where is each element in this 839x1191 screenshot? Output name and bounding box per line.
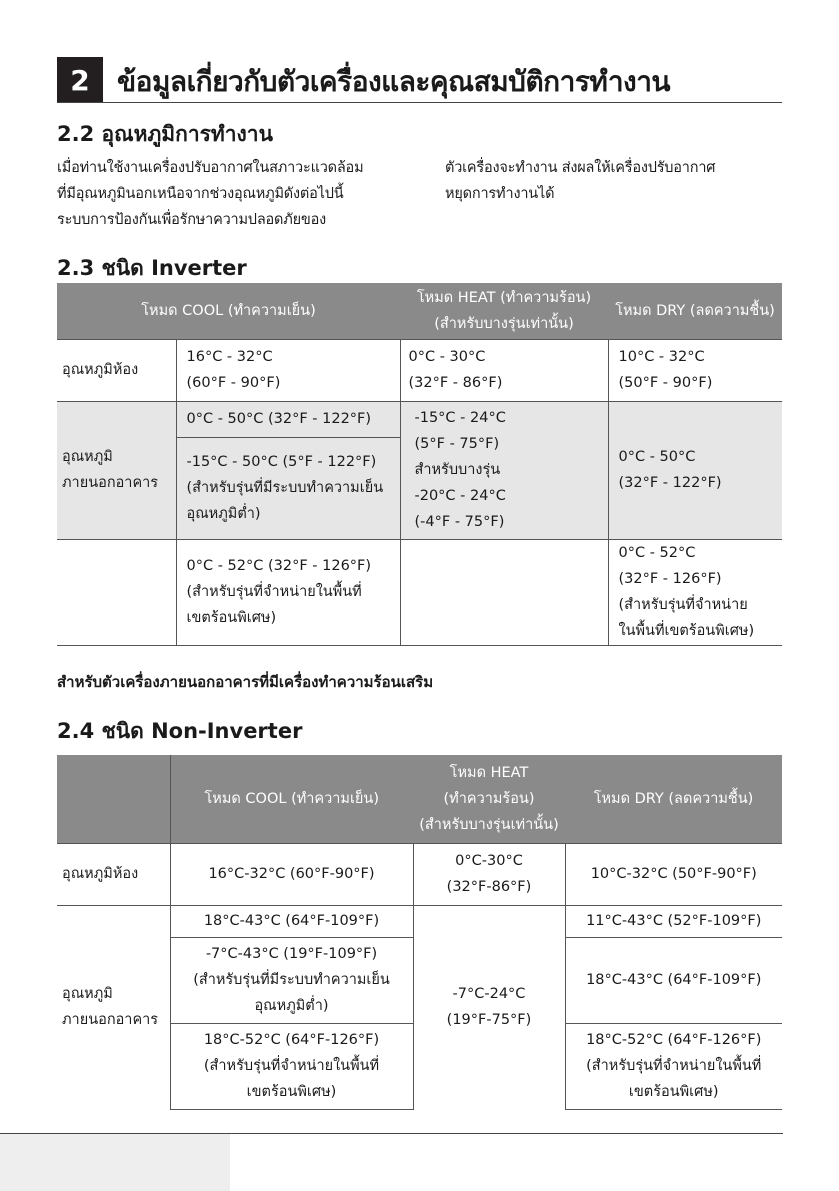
cell-dry-outdoor-a: 11°C-43°C (52°F-109°F) (565, 905, 782, 937)
cell-heat-outdoor (400, 401, 608, 539)
cell-dry-room (608, 339, 782, 401)
header-text: (สำหรับบางรุ่นเท่านั้น) (434, 315, 574, 332)
text-line: ตัวเครื่องจะทำงาน ส่งผลให้เครื่องปรับอากาศ (445, 160, 716, 176)
cell-cool-outdoor-b (176, 437, 400, 539)
table-row (57, 401, 782, 437)
cell-text: (สำหรับรุ่นที่มีระบบทำความเย็น (186, 480, 384, 496)
cell-dry-outdoor-b: 18°C-43°C (64°F-109°F) (565, 937, 782, 1023)
non-inverter-temperature-table (57, 755, 782, 1110)
table-row (57, 539, 782, 645)
cell-text: 0°C - 52°C (32°F - 126°F) (186, 558, 372, 574)
cell-text: อุณหภูมิต่ำ) (186, 506, 261, 522)
header-text: (สำหรับบางรุ่นเท่านั้น) (419, 816, 559, 833)
table-header-row (57, 283, 782, 339)
cell-text: 18°C-52°C (64°F-126°F) (586, 1032, 762, 1048)
header-dry: โหมด DRY (ลดความชื้น) (565, 755, 782, 843)
header-text: โหมด HEAT (449, 764, 529, 781)
chapter-title: ข้อมูลเกี่ยวกับตัวเครื่องและคุณสมบัติการทำงาน (117, 65, 671, 98)
inverter-temperature-table (57, 283, 782, 646)
cell-text: (สำหรับรุ่นที่มีระบบทำความเย็น (193, 972, 390, 988)
table-header-row (57, 755, 782, 843)
text-line: เมื่อท่านใช้งานเครื่องปรับอากาศในสภาวะแวดล้อม (57, 160, 364, 176)
cell-text: อุณหภูมิ (62, 986, 113, 1003)
cell-heat-empty (400, 539, 608, 645)
cell-text: เขตร้อนพิเศษ) (246, 1084, 337, 1100)
table-row (57, 339, 782, 401)
row-label-room: อุณหภูมิห้อง (57, 339, 176, 401)
cell-text: -7°C-24°C (452, 986, 526, 1003)
cell-text: -15°C - 24°C (414, 410, 506, 426)
cell-text: (32°F - 86°F) (408, 375, 503, 391)
cell-text: 18°C-52°C (64°F-126°F) (203, 1032, 380, 1048)
cell-text: (19°F-75°F) (446, 1012, 532, 1029)
cell-text: -15°C - 50°C (5°F - 122°F) (186, 454, 377, 470)
cell-text: 0°C - 52°C (618, 545, 696, 561)
cell-heat-room (400, 339, 608, 401)
cell-text: อุณหภูมิ (62, 449, 113, 465)
cell-text: (32°F-86°F) (446, 879, 532, 895)
header-empty (57, 755, 170, 843)
intro-paragraph-left (57, 155, 417, 233)
cell-text: (สำหรับรุ่นที่จำหน่ายในพื้นที่ (586, 1058, 762, 1074)
row-label-empty (57, 539, 176, 645)
cell-text: (สำหรับรุ่นที่จำหน่ายในพื้นที่ (186, 584, 362, 600)
cell-dry-outdoor (608, 401, 782, 539)
cell-text: 0°C-30°C (455, 853, 523, 869)
cell-cool-room: 16°C-32°C (60°F-90°F) (170, 843, 413, 905)
cell-cool-tropical (176, 539, 400, 645)
cell-cool-outdoor-a: 0°C - 50°C (32°F - 122°F) (176, 401, 400, 437)
cell-text: ภายนอกอาคาร (62, 1012, 159, 1029)
cell-dry-tropical (608, 539, 782, 645)
cell-text: (60°F - 90°F) (186, 375, 281, 391)
cell-text: (32°F - 126°F) (618, 571, 722, 587)
cell-text: -20°C - 24°C (414, 488, 506, 504)
cell-cool-outdoor-a: 18°C-43°C (64°F-109°F) (170, 905, 413, 937)
header-text: โหมด HEAT (ทำความร้อน) (416, 289, 592, 306)
text-line: หยุดการทำงานได้ (445, 186, 555, 202)
cell-text: (50°F - 90°F) (618, 375, 713, 391)
chapter-header (57, 57, 782, 103)
header-cool: โหมด COOL (ทำความเย็น) (170, 755, 413, 843)
footer-panel (0, 1134, 230, 1191)
header-cool: โหมด COOL (ทำความเย็น) (57, 283, 400, 339)
section-heading-2-3: 2.3 ชนิด Inverter (57, 256, 247, 280)
table-row (57, 905, 782, 937)
text-line: ระบบการป้องกันเพื่อรักษาความปลอดภัยของ (57, 212, 326, 228)
cell-heat-outdoor (413, 905, 565, 1109)
cell-text: (32°F - 122°F) (618, 475, 722, 491)
cell-text: ในพื้นที่เขตร้อนพิเศษ) (618, 623, 755, 639)
cell-text: 16°C - 32°C (186, 349, 273, 365)
cell-cool-outdoor-c (170, 1023, 413, 1109)
text-line: ที่มีอุณหภูมินอกเหนือจากช่วงอุณหภูมิดังต่อไปนี้ (57, 186, 344, 202)
intro-paragraph-right (445, 155, 785, 207)
cell-text: 0°C - 50°C (618, 449, 696, 465)
cell-cool-room (176, 339, 400, 401)
chapter-divider (57, 102, 782, 103)
cell-heat-room (413, 843, 565, 905)
section-heading-2-2: 2.2 อุณหภูมิการทำงาน (57, 122, 273, 146)
auxiliary-heater-note: สำหรับตัวเครื่องภายนอกอาคารที่มีเครื่องทำความร้อนเสริม (57, 673, 434, 691)
header-text: (ทำความร้อน) (443, 790, 535, 807)
cell-text: 0°C - 30°C (408, 349, 486, 365)
section-heading-2-4: 2.4 ชนิด Non-Inverter (57, 719, 303, 743)
cell-text: อุณหภูมิต่ำ) (254, 998, 329, 1014)
cell-text: (สำหรับรุ่นที่จำหน่ายในพื้นที่ (203, 1058, 380, 1074)
cell-text: -7°C-43°C (19°F-109°F) (205, 946, 378, 962)
row-label-outdoor (57, 401, 176, 539)
header-heat (400, 283, 608, 339)
chapter-number: 2 (57, 57, 103, 103)
cell-dry-outdoor-c (565, 1023, 782, 1109)
cell-text: สำหรับบางรุ่น (414, 462, 501, 478)
cell-text: (5°F - 75°F) (414, 436, 500, 452)
cell-text: ภายนอกอาคาร (62, 475, 159, 491)
row-label-outdoor (57, 905, 170, 1109)
table-row (57, 843, 782, 905)
row-label-room: อุณหภูมิห้อง (57, 843, 170, 905)
cell-text: เขตร้อนพิเศษ) (186, 610, 277, 626)
cell-text: (สำหรับรุ่นที่จำหน่าย (618, 597, 748, 613)
cell-text: (-4°F - 75°F) (414, 514, 505, 530)
cell-cool-outdoor-b (170, 937, 413, 1023)
cell-text: เขตร้อนพิเศษ) (628, 1084, 719, 1100)
header-dry: โหมด DRY (ลดความชื้น) (608, 283, 782, 339)
cell-text: 10°C - 32°C (618, 349, 705, 365)
cell-dry-room: 10°C-32°C (50°F-90°F) (565, 843, 782, 905)
header-heat (413, 755, 565, 843)
